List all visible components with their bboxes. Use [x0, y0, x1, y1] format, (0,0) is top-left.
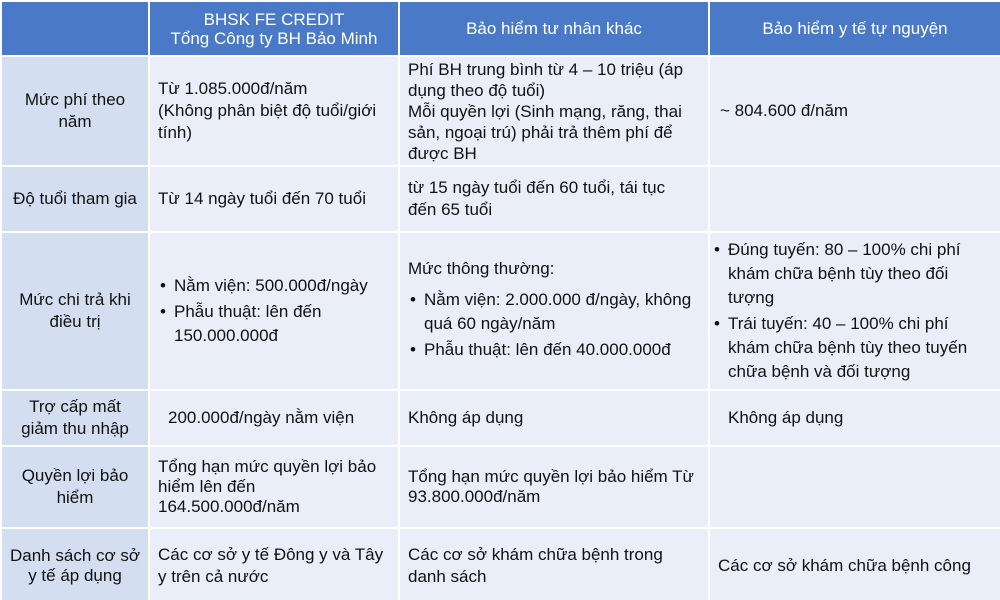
list-item: • Nằm viện: 500.000đ/ngày — [160, 274, 390, 298]
cell-age-fe-credit — [149, 166, 399, 232]
bullet-icon: • — [410, 290, 416, 309]
list-item: • Phẫu thuật: lên đến 150.000.000đ — [160, 302, 322, 345]
cell-benefit-private — [399, 446, 709, 528]
row-benefit — [1, 446, 1000, 528]
cell-age-voluntary — [709, 166, 1000, 232]
row-age — [1, 166, 1000, 232]
cell-age-private — [399, 166, 709, 232]
header-fe-credit-line2: Tổng Công ty BH Bảo Minh — [170, 28, 378, 48]
fee-private-line: Phí BH trung bình từ 4 – 10 triệu (áp dụng theo độ tuổi) — [408, 59, 684, 100]
cell-benefit-voluntary — [709, 446, 1000, 528]
fee-fe-credit-line: Từ 1.085.000đ/năm — [158, 79, 308, 98]
header-private-insurance: Bảo hiểm tư nhân khác — [399, 1, 709, 56]
cell-income-private — [399, 390, 709, 446]
cell-income-voluntary — [709, 390, 1000, 446]
row-income — [1, 390, 1000, 446]
list-item: • Đúng tuyến: 80 – 100% chi phí khám chữa bệnh tùy theo đối tượng — [714, 240, 961, 307]
facilities-private-text: Các cơ sở khám chữa bệnh trong danh sách — [408, 544, 663, 586]
row-label-payout: Mức chi trả khi điều trị — [1, 232, 149, 390]
benefit-fe-credit-text: Tổng hạn mức quyền lợi bảo hiểm lên đến 164.500.000đ/năm — [158, 457, 377, 516]
cell-facilities-private — [399, 528, 709, 600]
cell-benefit-fe-credit — [149, 446, 399, 528]
list-item: • Trái tuyến: 40 – 100% chi phí khám chữa bệnh tùy theo tuyến chữa bệnh và đối tượng — [714, 314, 968, 381]
age-private-text: từ 15 ngày tuổi đến 60 tuổi, tái tục đến 65 tuổi — [408, 178, 666, 219]
cell-payout-private — [399, 232, 709, 390]
benefit-private-text: Tổng hạn mức quyền lợi bảo hiểm Từ 93.800.000đ/năm — [408, 467, 694, 506]
income-private-text: Không áp dụng — [408, 408, 524, 427]
row-label-benefit: Quyền lợi bảo hiểm — [1, 446, 149, 528]
fee-voluntary-text: ~ 804.600 đ/năm — [720, 101, 849, 120]
header-corner — [1, 1, 149, 56]
row-label-facilities: Danh sách cơ sở y tế áp dụng — [1, 528, 149, 600]
fee-fe-credit-note: (Không phân biệt độ tuổi/giới tính) — [158, 101, 377, 142]
cell-fee-fe-credit — [149, 56, 399, 166]
row-label-income: Trợ cấp mất giảm thu nhập — [1, 390, 149, 446]
cell-facilities-voluntary — [709, 528, 1000, 600]
list-item: • Phẫu thuật: lên đến 40.000.000đ — [410, 338, 700, 362]
row-label-age: Độ tuổi tham gia — [1, 166, 149, 232]
income-fe-credit-text: 200.000đ/ngày nằm viện — [168, 408, 355, 427]
cell-facilities-fe-credit — [149, 528, 399, 600]
list-item: • Nằm viện: 2.000.000 đ/ngày, không quá 60 ngày/năm — [410, 290, 692, 333]
cell-payout-voluntary — [709, 232, 1000, 390]
cell-income-fe-credit — [149, 390, 399, 446]
bullet-icon: • — [714, 314, 720, 333]
payout-private-intro: Mức thông thường: — [408, 259, 555, 278]
bullet-icon: • — [410, 340, 416, 359]
bullet-icon: • — [160, 276, 166, 295]
bullet-icon: • — [160, 302, 166, 321]
cell-fee-voluntary — [709, 56, 1000, 166]
header-fe-credit — [149, 1, 399, 56]
income-voluntary-text: Không áp dụng — [728, 408, 844, 427]
row-label-fee: Mức phí theo năm — [1, 56, 149, 166]
row-payout — [1, 232, 1000, 390]
header-fe-credit-line1: BHSK FE CREDIT — [203, 9, 345, 29]
cell-fee-private — [399, 56, 709, 166]
cell-payout-fe-credit — [149, 232, 399, 390]
fee-private-note: Mỗi quyền lợi (Sinh mạng, răng, thai sản, ngoại trú) phải trả thêm phí để được BH — [408, 101, 682, 163]
row-fee — [1, 56, 1000, 166]
header-row — [1, 1, 1000, 56]
facilities-fe-credit-text: Các cơ sở y tế Đông y và Tây y trên cả nước — [158, 544, 384, 586]
facilities-voluntary-text: Các cơ sở khám chữa bệnh công — [718, 555, 971, 575]
bullet-icon: • — [714, 240, 720, 259]
row-facilities — [1, 528, 1000, 600]
header-voluntary-health: Bảo hiểm y tế tự nguyện — [709, 1, 1000, 56]
age-fe-credit-text: Từ 14 ngày tuổi đến 70 tuổi — [158, 189, 366, 208]
